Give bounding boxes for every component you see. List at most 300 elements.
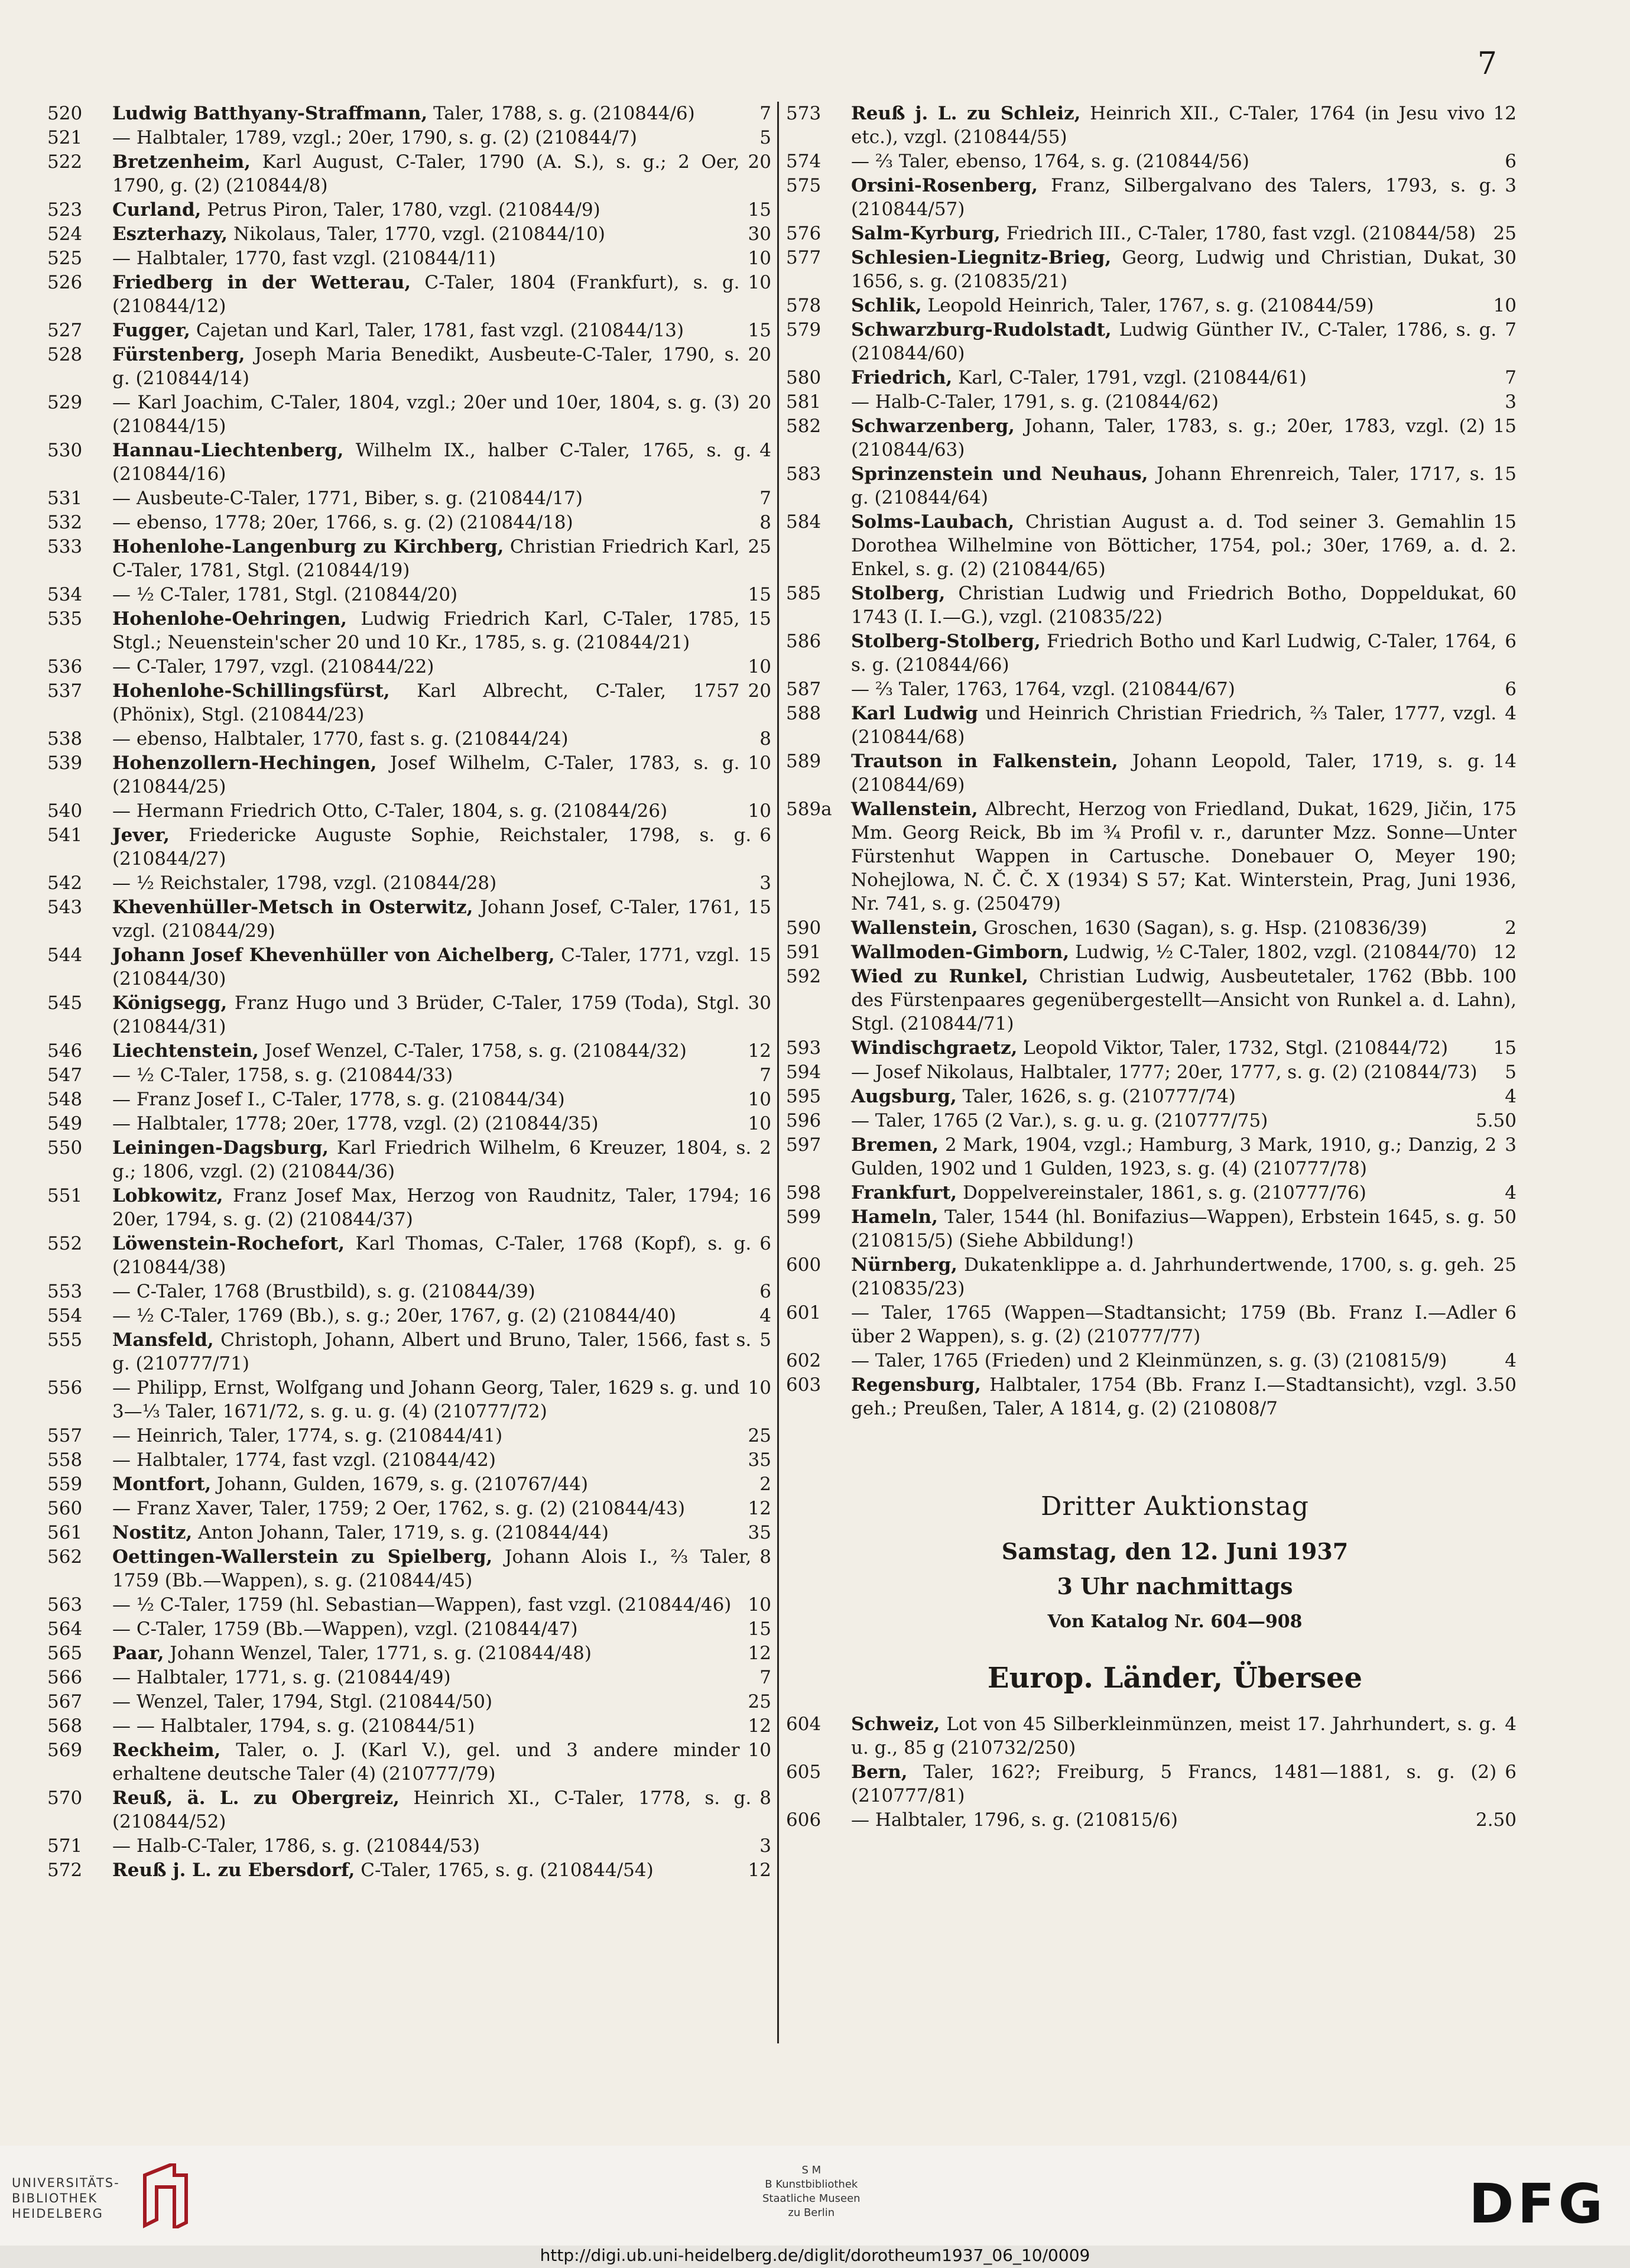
entry-number: 575 (786, 175, 822, 196)
entry-name: Windischgraetz, (851, 1037, 1018, 1059)
catalog-entry (786, 318, 1517, 365)
entry-description (112, 439, 771, 486)
entry-text: Lot von 45 Silberkleinmünzen, meist 17. Jahrhundert, s. g. u. g., 85 g (210732/250) (851, 1714, 1497, 1758)
credit-line: S M (801, 2164, 822, 2176)
entry-price: 10 (748, 1740, 771, 1761)
entry-number: 579 (786, 319, 822, 340)
entry-number: 564 (47, 1618, 83, 1640)
dfg-logo: DFG (1469, 2172, 1606, 2235)
entry-number: 534 (47, 584, 83, 605)
catalog-entry (786, 1301, 1517, 1348)
entry-name: Johann Josef Khevenhüller von Aichelberg, (112, 945, 555, 966)
entry-price: 3 (1505, 1134, 1517, 1156)
entry-text: Johann Alois I., ⅔ Taler, 1759 (Bb.—Wappen), s. g. (210844/45) (112, 1546, 752, 1591)
entry-price: 10 (748, 752, 771, 774)
entry-text: Christian Ludwig, Ausbeutetaler, 1762 (Bbb. des Fürstenpaares gegenübergestellt—Ansicht von Runkel a. d. Lahn), Stgl. (210844/71) (851, 966, 1517, 1034)
entry-number: 566 (47, 1667, 83, 1688)
entry-text: — Franz Xaver, Taler, 1759; 2 Oer, 1762, s. g. (2) (210844/43) (112, 1498, 686, 1519)
logo-line: HEIDELBERG (12, 2207, 103, 2221)
entry-text: 2 Mark, 1904, vzgl.; Hamburg, 3 Mark, 1910, g.; Danzig, 2 Gulden, 1902 und 1 Gulden, 1923, s. g. (4) (210777/78) (851, 1134, 1497, 1179)
entry-text: Johann Wenzel, Taler, 1771, s. g. (210844/48) (170, 1643, 592, 1664)
footer (0, 2146, 1630, 2268)
entry-description (112, 1593, 771, 1617)
entry-price: 10 (748, 656, 771, 677)
entry-text: Johann Ehrenreich, Taler, 1717, s. g. (210844/64) (851, 463, 1485, 508)
entry-description (112, 871, 771, 895)
catalog-entry (47, 535, 771, 582)
entry-description (112, 1376, 771, 1423)
entry-price: 8 (759, 728, 771, 749)
entry-description (851, 630, 1517, 677)
entry-name: Schlesien-Liegnitz-Brieg, (851, 247, 1112, 268)
entry-text: Groschen, 1630 (Sagan), s. g. Hsp. (210836/39) (983, 917, 1427, 939)
entry-name: Curland, (112, 199, 202, 220)
entry-text: — ½ C-Taler, 1758, s. g. (210844/33) (112, 1065, 453, 1086)
catalog-entry (786, 246, 1517, 293)
entry-text: Johann Leopold, Taler, 1719, s. g. (210844/69) (851, 751, 1485, 796)
entry-number: 573 (786, 103, 822, 124)
entry-description (851, 1060, 1517, 1084)
entry-text: Albrecht, Herzog von Friedland, Dukat, 1629, Jičin, Mm. Georg Reick, Bb im ¾ Profil v. r., darunter Mzz. Sonne—Unter Fürstenhut Wappen in Cartusche. Donebauer O, Meyer 190; Nohejlowa, N. Č. Č. X (1934) S 57; Kat. Winterstein, Prag, Juni 1936, Nr. 741, s. g. (250479) (851, 799, 1517, 914)
entry-number: 552 (47, 1233, 83, 1254)
entry-price: 8 (759, 512, 771, 533)
entry-text: — Franz Josef I., C-Taler, 1778, s. g. (210844/34) (112, 1089, 565, 1110)
entry-number: 554 (47, 1305, 83, 1326)
entry-price: 20 (748, 344, 771, 365)
entry-number: 602 (786, 1350, 822, 1371)
entry-description (851, 462, 1517, 510)
entry-text: — Wenzel, Taler, 1794, Stgl. (210844/50) (112, 1691, 493, 1712)
entry-text: — Taler, 1765 (Frieden) und 2 Kleinmünzen, s. g. (3) (210815/9) (851, 1350, 1447, 1371)
catalog-entry (786, 414, 1517, 462)
entry-description (112, 583, 771, 606)
entry-text: Friedrich Botho und Karl Ludwig, C-Taler, 1764, s. g. (210844/66) (851, 631, 1497, 676)
entry-number: 523 (47, 199, 83, 220)
entry-text: Christian Ludwig und Friedrich Botho, Doppeldukat, 1743 (I. I.—G.), vzgl. (210835/22) (851, 583, 1485, 628)
entry-price: 4 (759, 440, 771, 461)
entry-text: Karl August, C-Taler, 1790 (A. S.), s. g.; 2 Oer, 1790, g. (2) (210844/8) (112, 151, 740, 196)
entry-text: — ½ C-Taler, 1769 (Bb.), s. g.; 20er, 1767, g. (2) (210844/40) (112, 1305, 676, 1326)
catalog-entry (47, 799, 771, 823)
entry-price: 4 (1505, 1350, 1517, 1371)
entry-number: 587 (786, 679, 822, 700)
entry-price: 30 (1493, 247, 1517, 268)
entry-text: Wilhelm IX., halber C-Taler, 1765, s. g. (210844/16) (112, 440, 752, 485)
entry-number: 536 (47, 656, 83, 677)
catalog-entry (786, 1205, 1517, 1253)
entry-name: Nostitz, (112, 1522, 193, 1543)
entry-text: Franz Hugo und 3 Brüder, C-Taler, 1759 (Toda), Stgl. (210844/31) (112, 992, 740, 1037)
entry-price: 6 (1505, 151, 1517, 172)
entry-name: Reuß j. L. zu Ebersdorf, (112, 1860, 355, 1881)
entry-text: — Halb-C-Taler, 1791, s. g. (210844/62) (851, 391, 1219, 413)
entry-price: 3 (759, 1835, 771, 1857)
entry-description (112, 607, 771, 654)
catalog-entry (47, 1834, 771, 1858)
entry-description (112, 1424, 771, 1448)
entry-price: 10 (748, 1594, 771, 1615)
entry-description (112, 1472, 771, 1496)
entry-name: Stolberg, (851, 583, 946, 604)
entry-number: 535 (47, 608, 83, 630)
entry-price: 12 (748, 1643, 771, 1664)
entry-price: 4 (1505, 1714, 1517, 1735)
entry-description (112, 246, 771, 270)
entry-name: Nürnberg, (851, 1254, 957, 1276)
entry-name: Liechtenstein, (112, 1040, 259, 1062)
entry-number: 527 (47, 320, 83, 341)
page-number: 7 (1477, 46, 1497, 82)
entry-price: 10 (748, 800, 771, 822)
catalog-entry (786, 1060, 1517, 1084)
entry-description (112, 1666, 771, 1689)
entry-number: 588 (786, 703, 822, 724)
entry-price: 10 (748, 248, 771, 269)
column-divider (777, 102, 779, 2043)
section-day: Samstag, den 12. Juni 1937 (1001, 1538, 1349, 1565)
catalog-entry (47, 1521, 771, 1545)
entry-number: 546 (47, 1040, 83, 1062)
entry-price: 6 (1505, 1761, 1517, 1783)
credit-line: zu Berlin (788, 2207, 835, 2219)
entry-description (112, 943, 771, 991)
entry-text: — C-Taler, 1768 (Brustbild), s. g. (210844/39) (112, 1281, 535, 1302)
catalog-entry (47, 1376, 771, 1423)
entry-number: 568 (47, 1715, 83, 1737)
entry-price: 12 (748, 1715, 771, 1737)
entry-name: Bern, (851, 1761, 908, 1783)
credit-line: Staatliche Museen (762, 2192, 861, 2205)
entry-number: 603 (786, 1374, 822, 1396)
entry-number: 597 (786, 1134, 822, 1156)
catalog-entry (47, 1714, 771, 1738)
entry-text: Franz Josef Max, Herzog von Raudnitz, Taler, 1794; 20er, 1794, s. g. (2) (210844/37) (112, 1185, 740, 1230)
entry-number: 544 (47, 945, 83, 966)
entry-text: — Taler, 1765 (Wappen—Stadtansicht; 1759 (Bb. Franz I.—Adler über 2 Wappen), s. g. (2) (210777/77) (851, 1302, 1497, 1347)
entry-description (851, 366, 1517, 390)
entry-description (112, 823, 771, 871)
entry-number: 565 (47, 1643, 83, 1664)
entry-text: Taler, 1788, s. g. (210844/6) (433, 103, 695, 124)
entry-price: 50 (1493, 1206, 1517, 1228)
entry-text: Karl Friedrich Wilhelm, 6 Kreuzer, 1804, s. g.; 1806, vzgl. (2) (210844/36) (112, 1137, 752, 1182)
catalog-entry (47, 439, 771, 486)
entry-price: 12 (748, 1498, 771, 1519)
entry-number: 590 (786, 917, 822, 939)
entry-price: 10 (1493, 295, 1517, 316)
entry-text: — Josef Nikolaus, Halbtaler, 1777; 20er, 1777, s. g. (2) (210844/73) (851, 1062, 1478, 1083)
entry-price: 20 (748, 392, 771, 413)
catalog-entry (47, 1666, 771, 1689)
catalog-entry (47, 1304, 771, 1328)
entry-number: 581 (786, 391, 822, 413)
entry-text: — ebenso, 1778; 20er, 1766, s. g. (2) (210844/18) (112, 512, 573, 533)
entry-description (112, 1088, 771, 1111)
entry-number: 589 (786, 751, 822, 772)
entry-description (112, 486, 771, 510)
entry-description (112, 1184, 771, 1231)
entry-number: 530 (47, 440, 83, 461)
entry-price: 16 (748, 1185, 771, 1206)
entry-number: 592 (786, 966, 822, 987)
entry-number: 550 (47, 1137, 83, 1159)
catalog-entry (786, 1181, 1517, 1205)
entry-text: — C-Taler, 1797, vzgl. (210844/22) (112, 656, 434, 677)
entry-text: Georg, Ludwig und Christian, Dukat, 1656, s. g. (210835/21) (851, 247, 1485, 292)
entry-number: 591 (786, 942, 822, 963)
catalog-entry (47, 246, 771, 270)
entry-number: 539 (47, 752, 83, 774)
entry-description (851, 749, 1517, 797)
entry-price: 6 (1505, 679, 1517, 700)
entry-number: 522 (47, 151, 83, 173)
catalog-entry (47, 727, 771, 751)
source-url[interactable]: http://digi.ub.uni-heidelberg.de/diglit/dorotheum1937_06_10/0009 (0, 2246, 1630, 2268)
entry-price: 12 (748, 1860, 771, 1881)
entry-number: 532 (47, 512, 83, 533)
entry-name: Löwenstein-Rochefort, (112, 1233, 345, 1254)
catalog-entry (47, 655, 771, 679)
entry-name: Bretzenheim, (112, 151, 251, 173)
entry-description (112, 1497, 771, 1520)
entry-price: 4 (1505, 1182, 1517, 1203)
entry-number: 596 (786, 1110, 822, 1131)
catalog-entry (786, 294, 1517, 317)
entry-description (112, 1786, 771, 1834)
entry-text: Heinrich XI., C-Taler, 1778, s. g. (210844/52) (112, 1787, 752, 1832)
entry-text: Josef Wilhelm, C-Taler, 1783, s. g. (210844/25) (112, 752, 740, 797)
entry-number: 525 (47, 248, 83, 269)
entry-number: 555 (47, 1329, 83, 1351)
entry-description (851, 318, 1517, 365)
entry-price: 175 (1481, 799, 1517, 820)
entry-description (112, 1738, 771, 1786)
entry-price: 25 (1493, 223, 1517, 244)
entry-description (112, 799, 771, 823)
catalog-entry (47, 1136, 771, 1183)
catalog-entry (786, 150, 1517, 173)
entry-description (851, 294, 1517, 317)
entry-description (851, 174, 1517, 221)
entry-price: 7 (759, 1667, 771, 1688)
catalog-entry (47, 126, 771, 150)
catalog-entry (786, 582, 1517, 629)
entry-text: — Ausbeute-C-Taler, 1771, Biber, s. g. (210844/17) (112, 488, 583, 509)
entry-name: Reckheim, (112, 1740, 221, 1761)
entry-name: Solms-Laubach, (851, 511, 1015, 533)
entry-name: Friedrich, (851, 367, 953, 388)
entry-name: Khevenhüller-Metsch in Osterwitz, (112, 897, 473, 918)
entry-price: 5 (759, 127, 771, 148)
entry-description (851, 150, 1517, 173)
entry-description (851, 1373, 1517, 1420)
entry-description (112, 535, 771, 582)
catalog-entry (47, 511, 771, 534)
entry-number: 577 (786, 247, 822, 268)
entry-text: Leopold Viktor, Taler, 1732, Stgl. (210844/72) (1023, 1037, 1449, 1059)
entry-text: Joseph Maria Benedikt, Ausbeute-C-Taler, 1790, s. g. (210844/14) (112, 344, 740, 389)
entry-number: 545 (47, 992, 83, 1014)
entry-number: 586 (786, 631, 822, 652)
catalog-entry (47, 583, 771, 606)
catalog-entry (47, 751, 771, 799)
entry-number: 599 (786, 1206, 822, 1228)
catalog-entry (786, 1133, 1517, 1180)
entry-text: — ebenso, Halbtaler, 1770, fast s. g. (210844/24) (112, 728, 569, 749)
entry-price: 15 (748, 199, 771, 220)
entry-number: 585 (786, 583, 822, 604)
catalog-entry (786, 749, 1517, 797)
entry-name: Salm-Kyrburg, (851, 223, 1001, 244)
entry-number: 538 (47, 728, 83, 749)
catalog-entry (786, 702, 1517, 749)
entry-name: Ludwig Batthyany-Straffmann, (112, 103, 428, 124)
entry-number: 558 (47, 1449, 83, 1471)
entry-description (112, 222, 771, 246)
entry-text: Christian August a. d. Tod seiner 3. Gemahlin Dorothea Wilhelmine von Bötticher, 1754, pol.; 30er, 1769, a. d. 2. Enkel, s. g. (2) (210844/65) (851, 511, 1517, 580)
entry-name: Oettingen-Wallerstein zu Spielberg, (112, 1546, 493, 1568)
entry-price: 3 (1505, 391, 1517, 413)
entry-number: 561 (47, 1522, 83, 1543)
entry-description (112, 198, 771, 222)
entry-name: Schwarzenberg, (851, 416, 1015, 437)
entry-number: 551 (47, 1185, 83, 1206)
catalog-entry (47, 1424, 771, 1448)
entry-price: 5 (1505, 1062, 1517, 1083)
entry-name: Reuß, ä. L. zu Obergreiz, (112, 1787, 400, 1809)
entry-number: 570 (47, 1787, 83, 1809)
entry-price: 2 (1505, 917, 1517, 939)
entry-text: Taler, o. J. (Karl V.), gel. und 3 andere minder erhaltene deutsche Taler (4) (210777/79) (112, 1740, 740, 1784)
entry-description (851, 582, 1517, 629)
catalog-entry (47, 1472, 771, 1496)
entry-description (112, 1545, 771, 1592)
entry-name: Orsini-Rosenberg, (851, 175, 1038, 196)
entry-text: — Karl Joachim, C-Taler, 1804, vzgl.; 20er und 10er, 1804, s. g. (3) (210844/15) (112, 392, 740, 437)
entry-text: Karl Thomas, C-Taler, 1768 (Kopf), s. g. (210844/38) (112, 1233, 752, 1278)
entry-text: Nikolaus, Taler, 1770, vzgl. (210844/10) (233, 223, 605, 245)
right-column-entries (786, 102, 1517, 1420)
catalog-entry (47, 1738, 771, 1786)
entry-number: 571 (47, 1835, 83, 1857)
section-title: Dritter Auktionstag (1041, 1491, 1309, 1521)
entry-text: Taler, 1626, s. g. (210777/74) (962, 1086, 1236, 1107)
entry-number: 594 (786, 1062, 822, 1083)
entry-text: Halbtaler, 1754 (Bb. Franz I.—Stadtansicht), vzgl. geh.; Preußen, Taler, A 1814, g. (2) (210808/7 (851, 1374, 1467, 1419)
entry-number: 540 (47, 800, 83, 822)
entry-number: 604 (786, 1714, 822, 1735)
entry-description (112, 1690, 771, 1714)
entry-name: Königsegg, (112, 992, 228, 1014)
entry-description (112, 1714, 771, 1738)
entry-description (112, 679, 771, 726)
entry-text: Doppelvereinstaler, 1861, s. g. (210777/76) (963, 1182, 1366, 1203)
entry-description (851, 940, 1517, 964)
entry-name: Friedberg in der Wetterau, (112, 272, 411, 293)
catalog-entry (47, 991, 771, 1039)
catalog-entry (47, 1088, 771, 1111)
entry-number: 578 (786, 295, 822, 316)
entry-number: 576 (786, 223, 822, 244)
entry-description (851, 965, 1517, 1036)
entry-text: Johann Josef, C-Taler, 1761, vzgl. (210844/29) (112, 897, 740, 942)
entry-number: 595 (786, 1086, 822, 1107)
entry-name: Mansfeld, (112, 1329, 214, 1351)
catalog-entry (47, 1617, 771, 1641)
entry-price: 8 (759, 1787, 771, 1809)
entry-number: 524 (47, 223, 83, 245)
catalog-entry (47, 1063, 771, 1087)
entry-price: 7 (1505, 367, 1517, 388)
entry-text: — Halbtaler, 1796, s. g. (210815/6) (851, 1809, 1178, 1831)
entry-price: 2 (759, 1474, 771, 1495)
entry-text: Ludwig Günther IV., C-Taler, 1786, s. g. (210844/60) (851, 319, 1497, 364)
entry-description (112, 727, 771, 751)
entry-number: 563 (47, 1594, 83, 1615)
entry-price: 15 (1493, 463, 1517, 485)
entry-description (112, 343, 771, 390)
entry-description (112, 1136, 771, 1183)
entry-text: Karl Albrecht, C-Taler, 1757 (Phönix), Stgl. (210844/23) (112, 680, 740, 725)
catalog-entry (47, 1280, 771, 1303)
entry-description (112, 1112, 771, 1135)
entry-name: Schwarzburg-Rudolstadt, (851, 319, 1112, 340)
entry-number: 584 (786, 511, 822, 533)
entry-price: 25 (748, 1691, 771, 1712)
entry-price: 7 (759, 488, 771, 509)
entry-number: 572 (47, 1860, 83, 1881)
catalog-entry (786, 1373, 1517, 1420)
entry-price: 20 (748, 680, 771, 702)
entry-price: 3.50 (1475, 1374, 1517, 1396)
entry-text: — Halbtaler, 1778; 20er, 1778, vzgl. (2) (210844/35) (112, 1113, 599, 1134)
entry-price: 6 (759, 1281, 771, 1302)
entry-description (851, 1760, 1517, 1808)
catalog-entry (47, 1184, 771, 1231)
entry-text: — Taler, 1765 (2 Var.), s. g. u. g. (210777/75) (851, 1110, 1268, 1131)
entry-description (112, 319, 771, 342)
catalog-entry (47, 1497, 771, 1520)
entry-name: Hohenlohe-Schillingsfürst, (112, 680, 390, 702)
entry-price: 8 (759, 1546, 771, 1568)
entry-name: Stolberg-Stolberg, (851, 631, 1041, 652)
entry-price: 15 (748, 945, 771, 966)
entry-text: Dukatenklippe a. d. Jahrhundertwende, 1700, s. g. geh. (210835/23) (851, 1254, 1485, 1299)
catalog-entry (786, 916, 1517, 940)
entry-price: 15 (748, 320, 771, 341)
catalog-entry (47, 943, 771, 991)
entry-name: Lobkowitz, (112, 1185, 223, 1206)
entry-number: 531 (47, 488, 83, 509)
entry-text: Karl, C-Taler, 1791, vzgl. (210844/61) (958, 367, 1307, 388)
entry-price: 6 (759, 825, 771, 846)
entry-description (851, 916, 1517, 940)
entry-price: 15 (1493, 511, 1517, 533)
entry-name: Leiningen-Dagsburg, (112, 1137, 329, 1159)
entry-description (851, 414, 1517, 462)
entry-text: — Halbtaler, 1789, vzgl.; 20er, 1790, s. g. (2) (210844/7) (112, 127, 637, 148)
entry-number: 562 (47, 1546, 83, 1568)
entry-price: 30 (748, 223, 771, 245)
entry-number: 553 (47, 1281, 83, 1302)
catalog-entry (786, 1085, 1517, 1108)
entry-number: 569 (47, 1740, 83, 1761)
entry-number: 601 (786, 1302, 822, 1323)
entry-description (112, 1280, 771, 1303)
entry-number: 606 (786, 1809, 822, 1831)
entry-price: 10 (748, 1089, 771, 1110)
catalog-entry (47, 391, 771, 438)
